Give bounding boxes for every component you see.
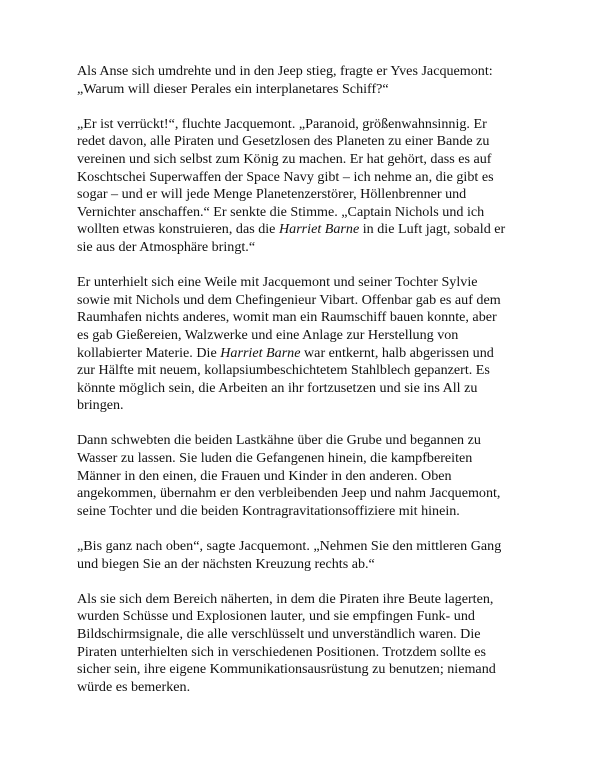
paragraph-4 bbox=[77, 432, 527, 520]
text-line: Er unterhielt sich eine Weile mit Jacquemont und seiner Tochter Sylvie bbox=[77, 274, 478, 291]
text-line: Männer in den einen, die Frauen und Kinder in den anderen. Oben bbox=[77, 467, 452, 484]
paragraph-1 bbox=[77, 63, 527, 98]
text-run: war entkernt, halb abgerissen und bbox=[300, 344, 494, 361]
text-line: Koschtschei Superwaffen der Space Navy gibt – ich nehme an, die gibt es bbox=[77, 168, 494, 185]
text-line: vereinen und sich selbst zum König zu machen. Er hat gehört, dass es auf bbox=[77, 150, 492, 167]
text-line: „Bis ganz nach oben“, sagte Jacquemont. „Nehmen Sie den mittleren Gang bbox=[77, 538, 502, 555]
text-line: „Warum will dieser Perales ein interplanetares Schiff?“ bbox=[77, 80, 389, 97]
text-line: sie aus der Atmosphäre bringt.“ bbox=[77, 238, 256, 255]
paragraph-3 bbox=[77, 274, 527, 415]
text-line: und biegen Sie an der nächsten Kreuzung rechts ab.“ bbox=[77, 555, 375, 572]
text-line: könnte möglich sein, die Arbeiten an ihr fortzusetzen und sie ins All zu bbox=[77, 379, 478, 396]
text-line: zur Hälfte mit neuem, kollapsiumbeschichtetem Stahlblech gepanzert. Es bbox=[77, 362, 490, 379]
text-line: Wasser zu lassen. Sie luden die Gefangenen hinein, die kampfbereiten bbox=[77, 450, 473, 467]
paragraph-6 bbox=[77, 591, 527, 697]
text-line: sowie mit Nichols und dem Chefingenieur Vibart. Offenbar gab es auf dem bbox=[77, 291, 501, 308]
text-line: würde es bemerken. bbox=[77, 678, 191, 695]
text-line: Bildschirmsignale, die alle verschlüsselt und unverständlich waren. Die bbox=[77, 626, 481, 642]
text-line: sogar – und er will jede Menge Planetenzerstörer, Höllenbrenner und bbox=[77, 186, 467, 203]
text-line bbox=[77, 221, 527, 239]
text-line: bringen. bbox=[77, 397, 124, 414]
text-run: in die Luft jagt, sobald er bbox=[359, 221, 506, 238]
text-line bbox=[77, 345, 527, 363]
text-line: sicher sein, ihre eigene Kommunikationsausrüstung zu benutzen; niemand bbox=[77, 661, 496, 678]
text-line: Raumhafen nichts anderes, womit man ein Raumschiff bauen konnte, aber bbox=[77, 309, 497, 326]
paragraph-5 bbox=[77, 538, 527, 573]
paragraph-2 bbox=[77, 116, 527, 257]
text-line: es gab Gießereien, Walzwerke und eine Anlage zur Herstellung von bbox=[77, 326, 459, 343]
text-run: wollten etwas konstruieren, das die bbox=[77, 221, 279, 238]
text-line: Piraten unterhielten sich in verschiedenen Positionen. Trotzdem sollte es bbox=[77, 643, 487, 660]
text-line: wurden Schüsse und Explosionen lauter, und sie empfingen Funk- und bbox=[77, 608, 475, 625]
text-line: redet davon, alle Piraten und Gesetzlosen des Planeten zu einer Bande zu bbox=[77, 133, 490, 150]
ship-name-italic: Harriet Barne bbox=[220, 344, 301, 361]
text-line: angekommen, übernahm er den verbleibenden Jeep und nahm Jacquemont, bbox=[77, 485, 501, 502]
text-line: Als sie sich dem Bereich näherten, in dem die Piraten ihre Beute lagerten, bbox=[77, 590, 494, 607]
document-page bbox=[77, 63, 527, 714]
text-line: Vernichter anschaffen.“ Er senkte die Stimme. „Captain Nichols und ich bbox=[77, 203, 485, 220]
text-run: kollabierter Materie. Die bbox=[77, 344, 221, 361]
text-line: Dann schwebten die beiden Lastkähne über die Grube und begannen zu bbox=[77, 432, 481, 449]
text-line: „Er ist verrückt!“, fluchte Jacquemont. „Paranoid, größenwahnsinnig. Er bbox=[77, 115, 487, 132]
ship-name-italic: Harriet Barne bbox=[278, 221, 360, 238]
text-line: seine Tochter und die beiden Kontragravitationsoffiziere mit hinein. bbox=[77, 502, 460, 519]
text-line: Als Anse sich umdrehte und in den Jeep stieg, fragte er Yves Jacquemont: bbox=[77, 63, 493, 79]
